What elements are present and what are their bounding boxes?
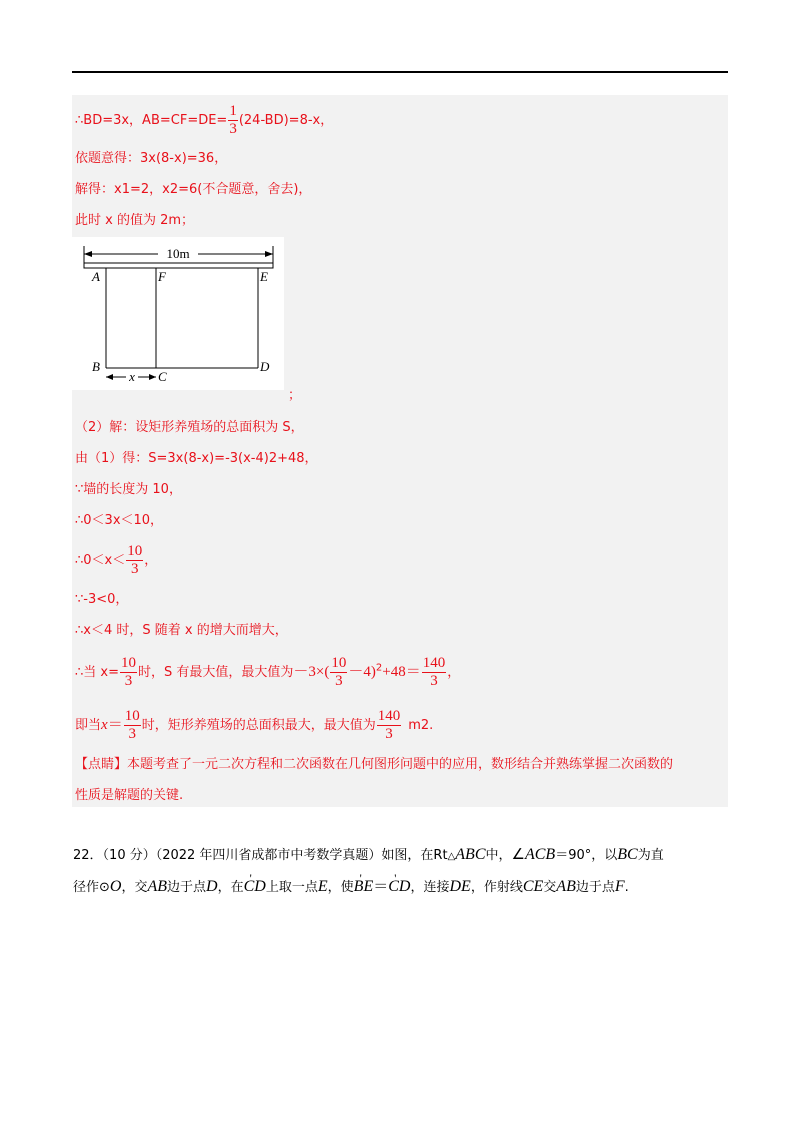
q2-text-a: 径作⊙ bbox=[73, 880, 110, 895]
x-arrow-left bbox=[106, 374, 113, 380]
q-text-1: 中， bbox=[485, 848, 512, 863]
l12-text: ∴当 x= bbox=[75, 665, 119, 680]
point-b: B bbox=[92, 359, 100, 374]
solution-line-1 bbox=[75, 103, 333, 138]
comment-line-1: 【点睛】本题考查了一元二次方程和二次函数在几何图形问题中的应用，数形结合并熟练掌握二次函数的 bbox=[75, 757, 674, 772]
l12-expression-end: +48＝ bbox=[382, 664, 421, 680]
segment-bc: BC bbox=[617, 846, 638, 863]
rectangle-diagram-svg bbox=[72, 237, 284, 390]
fraction-numerator: 140 bbox=[377, 708, 401, 724]
diagram-caption: ； bbox=[288, 388, 302, 403]
question-22-line-2 bbox=[73, 877, 629, 898]
rectangle-diagram bbox=[72, 237, 284, 390]
fraction-denominator: 3 bbox=[131, 561, 139, 577]
fraction-numerator: 140 bbox=[422, 655, 446, 671]
l13-text: 即当 bbox=[75, 718, 102, 733]
solution-line-2: 依题意得：3x(8-x)=36， bbox=[75, 151, 228, 166]
fraction-ten-thirds bbox=[120, 655, 137, 690]
point-e: E bbox=[260, 269, 268, 284]
point-c: C bbox=[158, 369, 167, 384]
fraction-numerator: 1 bbox=[229, 103, 237, 119]
l12-exponent: 2 bbox=[375, 662, 383, 674]
q2-text-h: ，作射线 bbox=[470, 880, 523, 895]
solution-line-3: 解得：x1=2，x2=6(不合题意，舍去)， bbox=[75, 182, 312, 197]
width-label: 10m bbox=[166, 246, 190, 261]
fraction-denominator: 3 bbox=[229, 121, 237, 137]
segment-ab: AB bbox=[147, 878, 168, 895]
l12-expression-mid: －4) bbox=[348, 664, 376, 680]
fraction-ten-thirds-2 bbox=[330, 655, 347, 690]
q2-text-c: 边于点 bbox=[167, 880, 207, 895]
fraction-140-thirds bbox=[377, 708, 402, 743]
q2-text-g: ，连接 bbox=[410, 880, 450, 895]
solution-line-8: ∴0＜3x＜10， bbox=[75, 513, 164, 528]
solution-line-5: （2）解：设矩形养殖场的总面积为 S， bbox=[75, 420, 304, 435]
fraction-numerator: 10 bbox=[127, 543, 143, 559]
q2-text-f: ，使 bbox=[327, 880, 354, 895]
width-arrow-right bbox=[265, 251, 273, 257]
point-f: F bbox=[614, 878, 625, 895]
header-rule bbox=[72, 71, 728, 73]
solution-line-10: ∵-3<0， bbox=[75, 592, 129, 607]
point-d: D bbox=[206, 878, 218, 895]
angle-acb: ACB bbox=[524, 846, 556, 863]
fraction-numerator: 10 bbox=[124, 708, 140, 724]
equals-sign: ＝ bbox=[373, 879, 389, 895]
fraction-denominator: 3 bbox=[128, 726, 136, 742]
solution-line-7: ∵墙的长度为 10， bbox=[75, 482, 182, 497]
triangle-abc: ABC bbox=[455, 846, 486, 863]
arc-be: ' BE bbox=[354, 877, 374, 897]
l9-text-post: ， bbox=[144, 553, 158, 568]
solution-line-4: 此时 x 的值为 2m； bbox=[75, 213, 195, 228]
solution-line-11: ∴x＜4 时，S 随着 x 的增大而增大， bbox=[75, 623, 288, 638]
fraction-denominator: 3 bbox=[335, 673, 343, 689]
width-arrow-left bbox=[84, 251, 92, 257]
fraction-numerator: 10 bbox=[121, 655, 136, 671]
l12-text-post: ， bbox=[447, 665, 461, 680]
fraction-denominator: 3 bbox=[124, 673, 133, 689]
q2-text-e: 上取一点 bbox=[265, 880, 318, 895]
question-number: 22．（10 分）（2022 年四川省成都市中考数学真题）如图，在Rt bbox=[73, 848, 448, 863]
triangle-symbol: △ bbox=[447, 851, 456, 862]
l12-expression-start: －3×( bbox=[293, 664, 330, 680]
point-d: D bbox=[260, 359, 270, 374]
l13-text-mid: 时，矩形养殖场的总面积最大，最大值为 bbox=[141, 718, 376, 733]
fraction-numerator: 10 bbox=[331, 655, 347, 671]
question-22-line-1 bbox=[73, 845, 664, 867]
circle-o: O bbox=[109, 878, 122, 895]
fraction-ten-thirds bbox=[124, 708, 141, 743]
q-text-2: ＝90°，以 bbox=[555, 848, 618, 863]
q-text-3: 为直 bbox=[637, 848, 664, 863]
l12-text-mid: 时，S 有最大值，最大值为 bbox=[138, 665, 294, 680]
fraction-denominator: 3 bbox=[430, 673, 438, 689]
arc-cd-2: ' CD bbox=[388, 877, 410, 897]
comment-line-2: 性质是解题的关键. bbox=[75, 788, 184, 803]
q2-text-i: 交 bbox=[543, 880, 557, 895]
fraction-140-thirds bbox=[422, 655, 447, 690]
l13-equals: ＝ bbox=[107, 717, 123, 733]
point-f: F bbox=[158, 269, 166, 284]
segment-ab-2: AB bbox=[556, 878, 576, 895]
point-e: E bbox=[317, 878, 328, 895]
point-a: A bbox=[92, 269, 100, 284]
l13-text-post: m2. bbox=[408, 718, 434, 733]
x-arrow-right bbox=[149, 374, 156, 380]
solution-line-12 bbox=[75, 655, 460, 690]
wall bbox=[84, 263, 273, 268]
solution-line-6: 由（1）得：S=3x(8-x)=-3(x-4)2+48， bbox=[75, 451, 318, 466]
ray-ce: CE bbox=[522, 878, 544, 895]
fraction-one-third bbox=[228, 103, 238, 138]
x-label: x bbox=[129, 369, 135, 384]
fraction-denominator: 3 bbox=[385, 726, 393, 742]
segment-de: DE bbox=[449, 878, 471, 895]
solution-line-13 bbox=[75, 708, 433, 743]
q2-text-d: ，在 bbox=[217, 880, 244, 895]
l1-text: ∴BD=3x，AB=CF=DE= bbox=[75, 113, 228, 128]
solution-line-9 bbox=[75, 543, 157, 578]
arc-cd: ' CD bbox=[244, 877, 266, 897]
l1-text-post: (24-BD)=8-x， bbox=[238, 113, 334, 128]
q2-text-j: 边于点 bbox=[575, 880, 615, 895]
fraction-ten-thirds bbox=[126, 543, 143, 578]
angle-symbol: ∠ bbox=[511, 847, 525, 863]
q2-text-k: . bbox=[624, 880, 629, 895]
l13-variable-x: x bbox=[101, 717, 108, 733]
l9-text: ∴0＜x＜ bbox=[75, 553, 126, 568]
q2-text-b: ，交 bbox=[121, 880, 148, 895]
